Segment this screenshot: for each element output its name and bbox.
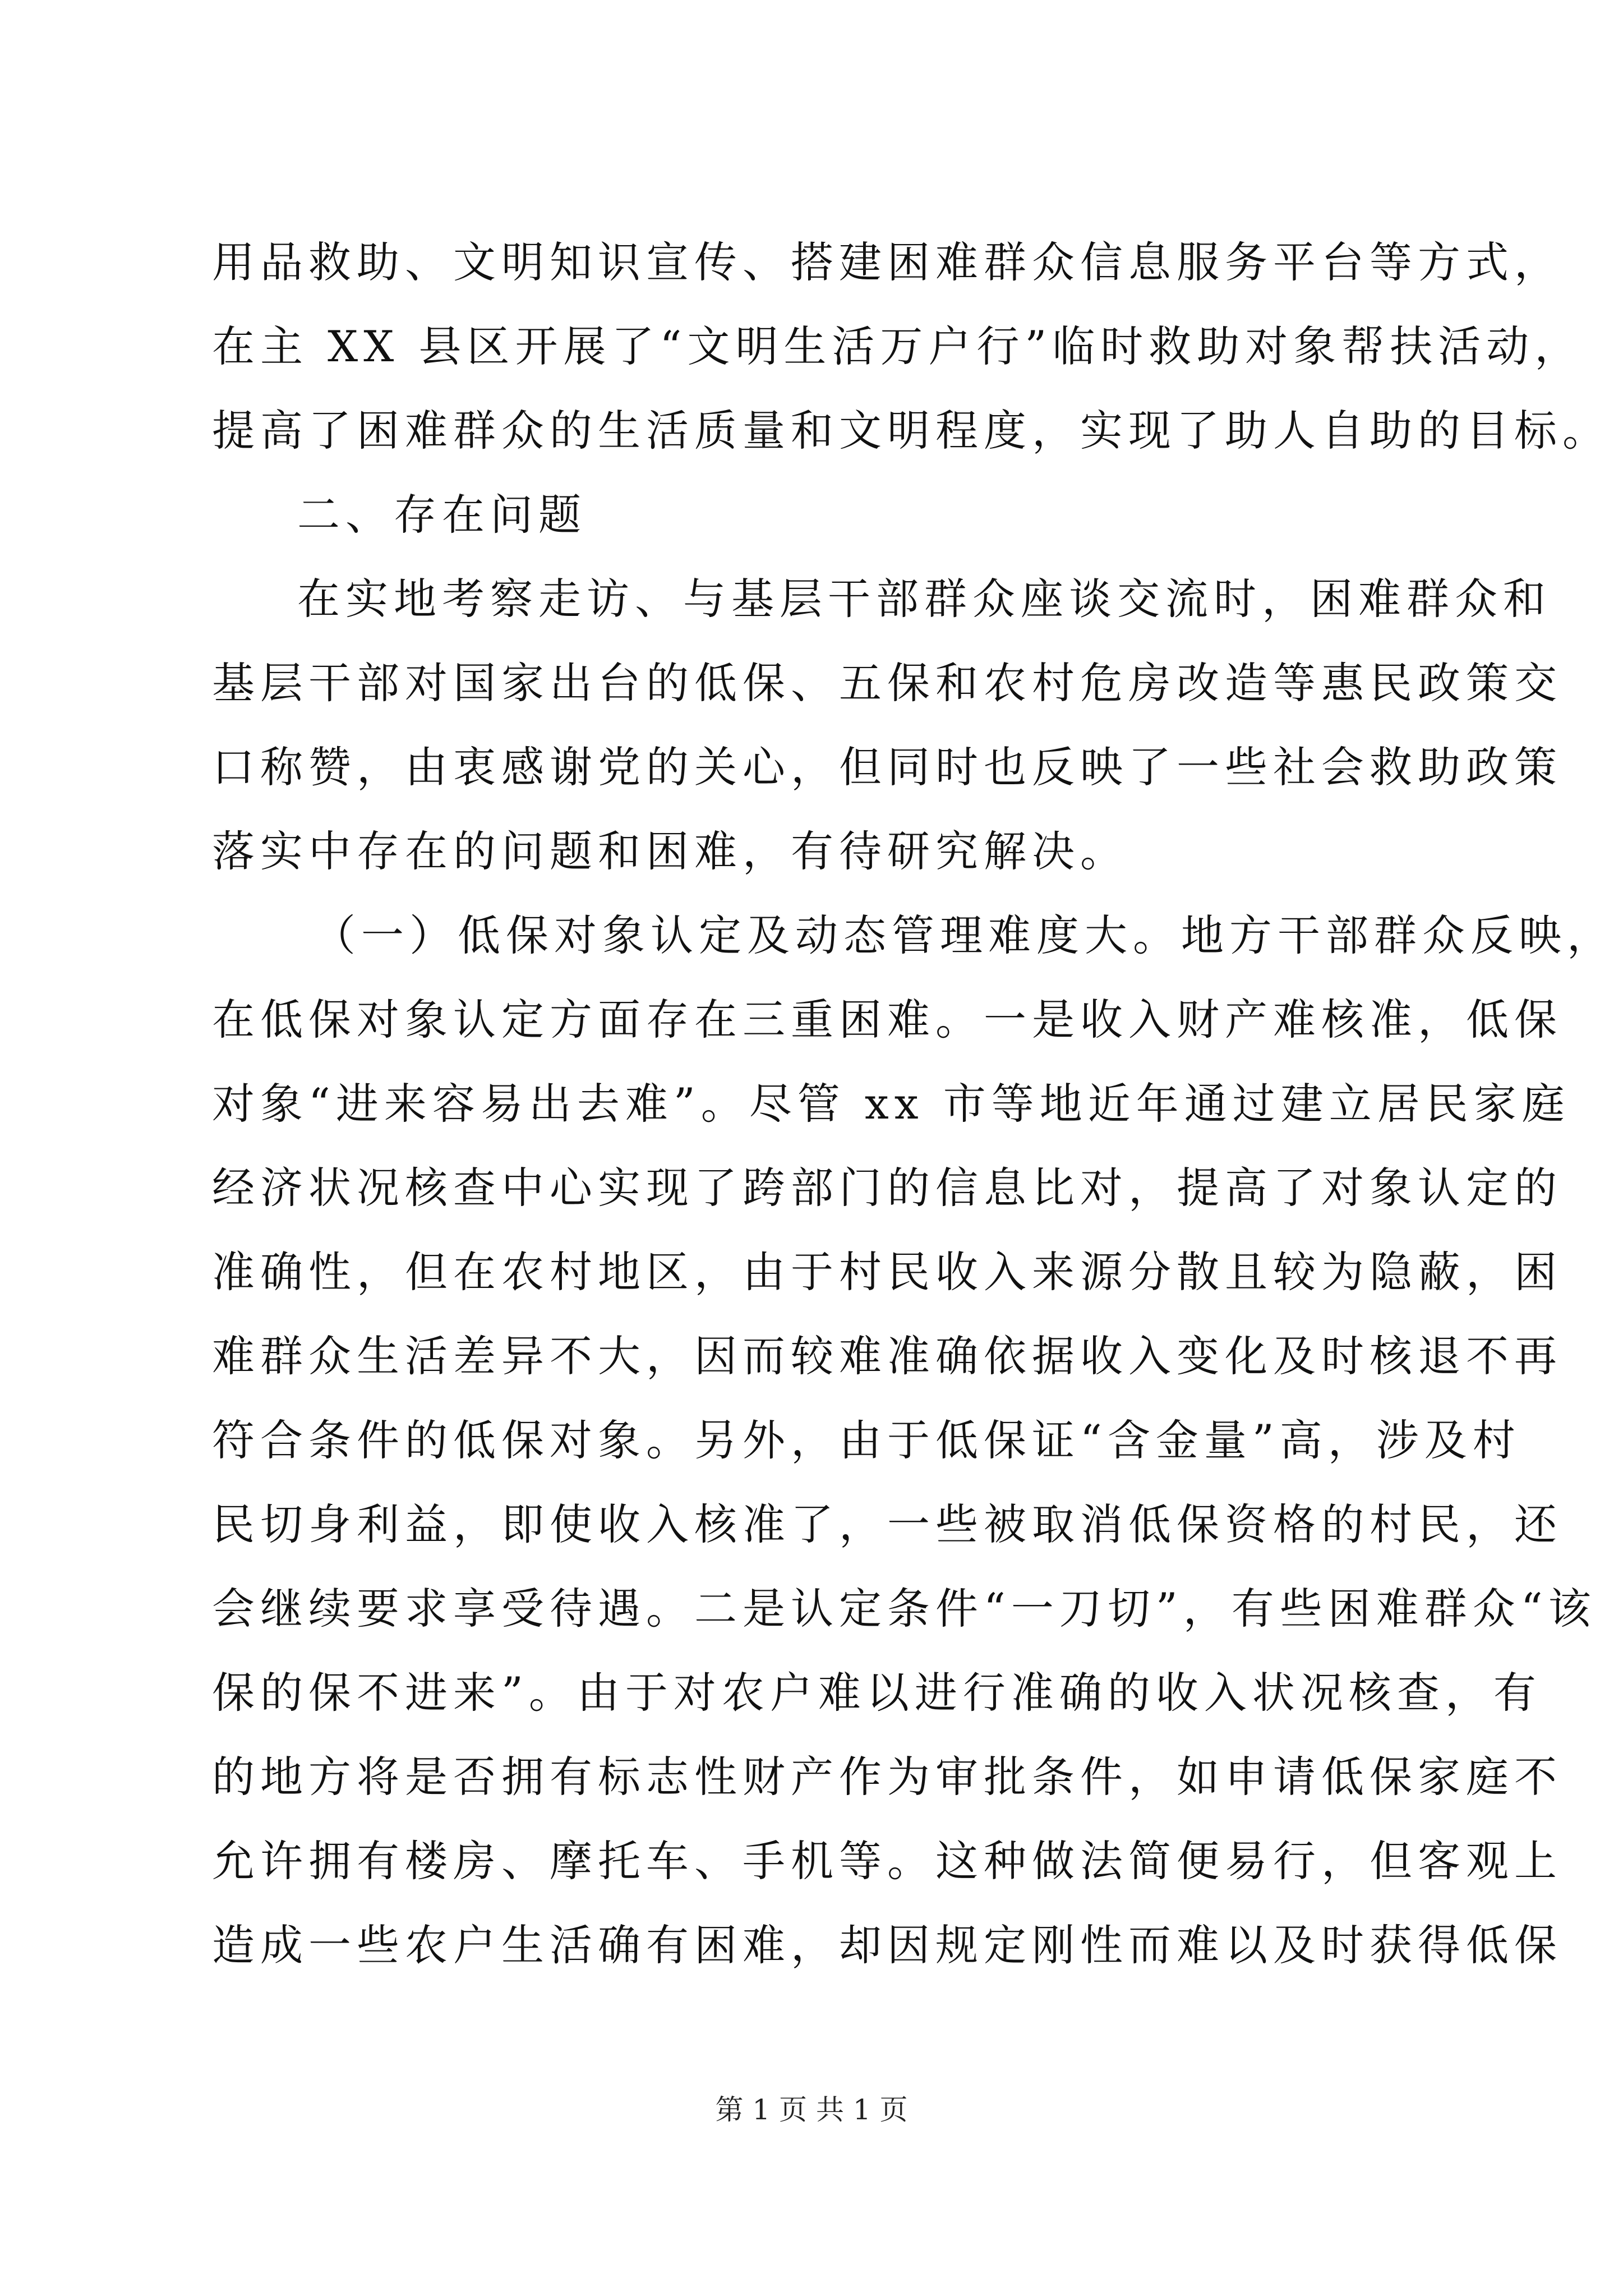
paragraph-line: 在实地考察走访、与基层干部群众座谈交流时，困难群众和 — [297, 574, 1551, 624]
paragraph-line: 落实中存在的问题和困难，有待研究解决。 — [212, 826, 1128, 876]
paragraph-line: 会继续要求享受待遇。二是认定条件“一刀切”，有些困难群众“该 — [212, 1584, 1597, 1634]
paragraph-line: 提高了困难群众的生活质量和文明程度，实现了助人自助的目标。 — [212, 406, 1611, 455]
paragraph-line: 民切身利益，即使收入核准了，一些被取消低保资格的村民，还 — [212, 1499, 1562, 1549]
paragraph-line: 口称赞，由衷感谢党的关心，但同时也反映了一些社会救助政策 — [212, 742, 1562, 792]
paragraph-line: 允许拥有楼房、摩托车、手机等。这种做法简便易行，但客观上 — [212, 1836, 1562, 1886]
paragraph-line: 基层干部对国家出台的低保、五保和农村危房改造等惠民政策交 — [212, 658, 1562, 708]
paragraph-line: 在主 XX 县区开展了“文明生活万户行”临时救助对象帮扶活动， — [212, 321, 1583, 371]
paragraph-line: 难群众生活差异不大，因而较难准确依据收入变化及时核退不再 — [212, 1331, 1562, 1381]
paragraph-line: 准确性，但在农村地区，由于村民收入来源分散且较为隐蔽，困 — [212, 1247, 1562, 1297]
subsection-heading-line: （一）低保对象认定及动态管理难度大。地方干部群众反映， — [313, 910, 1615, 960]
section-heading: 二、存在问题 — [297, 490, 587, 540]
paragraph-line: 保的保不进来”。由于对农户难以进行准确的收入状况核查，有 — [212, 1668, 1542, 1718]
paragraph-line: 用品救助、文明知识宣传、搭建困难群众信息服务平台等方式， — [212, 237, 1562, 287]
paragraph-line: 造成一些农户生活确有困难，却因规定刚性而难以及时获得低保 — [212, 1920, 1562, 1970]
paragraph-line: 在低保对象认定方面存在三重困难。一是收入财产难核准，低保 — [212, 995, 1562, 1045]
paragraph-line: 符合条件的低保对象。另外，由于低保证“含金量”高，涉及村 — [212, 1415, 1521, 1465]
page-number-footer: 第 1 页 共 1 页 — [715, 2093, 908, 2126]
paragraph-line: 经济状况核查中心实现了跨部门的信息比对，提高了对象认定的 — [212, 1163, 1562, 1213]
paragraph-line: 对象“进来容易出去难”。尽管 xx 市等地近年通过建立居民家庭 — [212, 1079, 1570, 1129]
paragraph-line: 的地方将是否拥有标志性财产作为审批条件，如申请低保家庭不 — [212, 1752, 1562, 1802]
